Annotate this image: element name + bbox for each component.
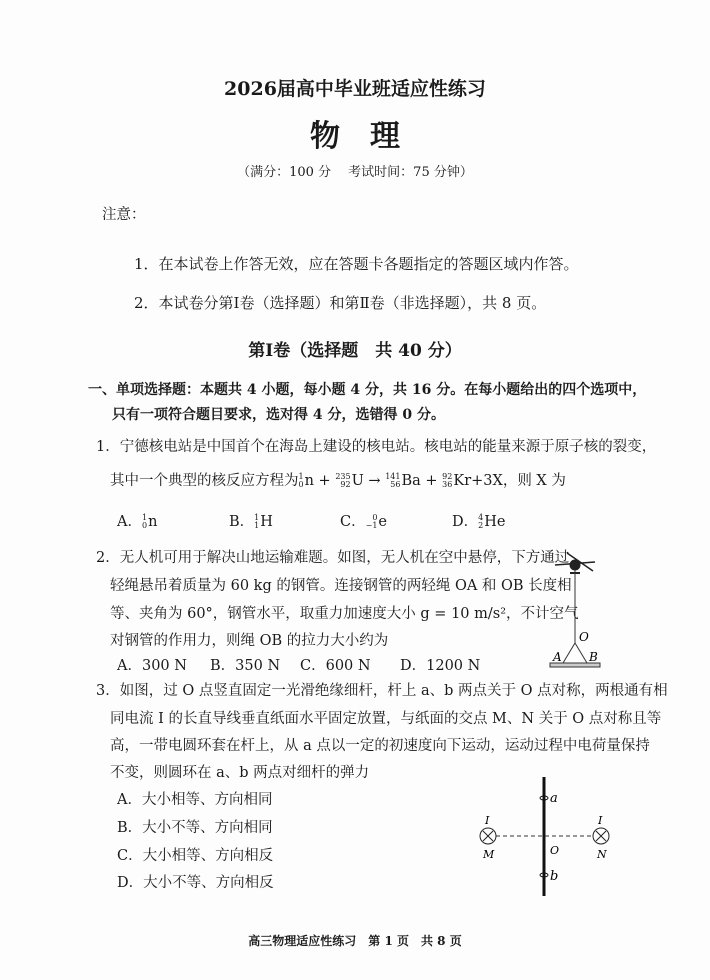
label-a: A bbox=[553, 650, 562, 664]
question-3-text: 同电流 I 的长直导线垂直纸面水平固定放置，与纸面的交点 M、N 关于 O 点对称且等 bbox=[110, 711, 662, 727]
exam-meta: （满分：100 分 考试时间：75 分钟） bbox=[237, 165, 473, 180]
option-a[interactable]: A． 1 0 n bbox=[117, 513, 158, 530]
nuc-idx: 92 36 bbox=[442, 472, 453, 489]
rope-ob bbox=[575, 643, 587, 663]
eq-prefix: 其中一个典型的核反应方程为 bbox=[110, 473, 299, 489]
option-a[interactable]: A．大小相等、方向相同 bbox=[117, 792, 273, 808]
section-instructions: 一、单项选择题：本题共 4 小题，每小题 4 分，共 16 分。在每小题给出的四个选项中， bbox=[88, 382, 647, 398]
question-2-text: 对钢管的作用力，则绳 OB 的拉力大小约为 bbox=[110, 633, 389, 649]
option-d[interactable]: D．1200 N bbox=[400, 658, 481, 674]
option-c[interactable]: C． 0 −1 e bbox=[340, 513, 387, 530]
section-instructions: 只有一项符合题目要求，选对得 4 分，选错得 0 分。 bbox=[112, 407, 445, 423]
part-title: 第Ⅰ卷（选择题 共 40 分） bbox=[248, 341, 462, 361]
drone-figure bbox=[545, 545, 625, 675]
nuc-idx: 1 0 bbox=[298, 472, 304, 489]
cross-icon bbox=[483, 831, 493, 841]
question-1-equation-line: 其中一个典型的核反应方程为 1 0 n + 235 92 U → 141 56 Ba + 92 36 Kr+3X，则 X 为 bbox=[110, 472, 566, 489]
question-3-text: 不变，则圆环在 a、b 两点对细杆的弹力 bbox=[110, 765, 370, 781]
label-n: N bbox=[597, 848, 607, 861]
subject-title: 物 理 bbox=[310, 119, 400, 154]
label-i: I bbox=[598, 814, 603, 827]
option-c[interactable]: C．600 N bbox=[300, 658, 371, 674]
label-o: O bbox=[550, 844, 560, 857]
eq-n: n bbox=[304, 473, 314, 489]
label-a: a bbox=[550, 791, 558, 806]
eq-tail: +3X bbox=[471, 473, 503, 489]
eq-suffix: ，则 X 为 bbox=[502, 473, 566, 489]
label-i: I bbox=[485, 814, 490, 827]
question-2-text: 轻绳悬吊着质量为 60 kg 的钢管。连接钢管的两轻绳 OA 和 OB 长度相 bbox=[110, 578, 572, 594]
option-b[interactable]: B．350 N bbox=[210, 658, 281, 674]
label-b: B bbox=[589, 650, 598, 664]
rope-oa bbox=[563, 643, 575, 663]
question-3-text: 3．如图，过 O 点竖直固定一光滑绝缘细杆，杆上 a、b 两点关于 O 点对称，两根通有相 bbox=[96, 683, 668, 699]
label-o: O bbox=[579, 630, 589, 644]
nuc-idx: 141 56 bbox=[385, 472, 401, 489]
question-2-text: 等、夹角为 60°，钢管水平，取重力加速度大小 g = 10 m/s²，不计空气 bbox=[110, 606, 579, 622]
eq-kr: Kr bbox=[453, 473, 472, 489]
notice-label: 注意： bbox=[102, 207, 146, 223]
nuc-idx: 235 92 bbox=[335, 472, 351, 489]
option-a[interactable]: A．300 N bbox=[117, 658, 187, 674]
eq-ba: Ba bbox=[401, 473, 421, 489]
question-1-text: 1．宁德核电站是中国首个在海岛上建设的核电站。核电站的能量来源于原子核的裂变， bbox=[96, 439, 657, 455]
label-b: b bbox=[550, 869, 559, 884]
option-d[interactable]: D． 4 2 He bbox=[452, 513, 506, 530]
cross-icon bbox=[596, 831, 606, 841]
question-3-text: 高，一带电圆环套在杆上，从 a 点以一定的初速度向下运动，运动过程中电荷量保持 bbox=[110, 738, 650, 754]
notice-item: 1．在本试卷上作答无效，应在答题卡各题指定的答题区域内作答。 bbox=[134, 255, 579, 273]
option-b[interactable]: B． 1 1 H bbox=[229, 513, 273, 530]
label-m: M bbox=[483, 848, 495, 861]
notice-item: 2．本试卷分第Ⅰ卷（选择题）和第Ⅱ卷（非选择题），共 8 页。 bbox=[134, 294, 547, 312]
option-c[interactable]: C．大小相等、方向相反 bbox=[117, 848, 274, 864]
eq-u: U bbox=[351, 473, 364, 489]
option-d[interactable]: D．大小不等、方向相反 bbox=[117, 875, 274, 891]
exam-title: 2026届高中毕业班适应性练习 bbox=[224, 78, 486, 100]
question-2-text: 2．无人机可用于解决山地运输难题。如图，无人机在空中悬停，下方通过 bbox=[96, 550, 570, 566]
wire-figure bbox=[460, 770, 660, 910]
page-footer: 高三物理适应性练习 第 1 页 共 8 页 bbox=[248, 934, 462, 948]
option-b[interactable]: B．大小不等、方向相同 bbox=[117, 820, 273, 836]
